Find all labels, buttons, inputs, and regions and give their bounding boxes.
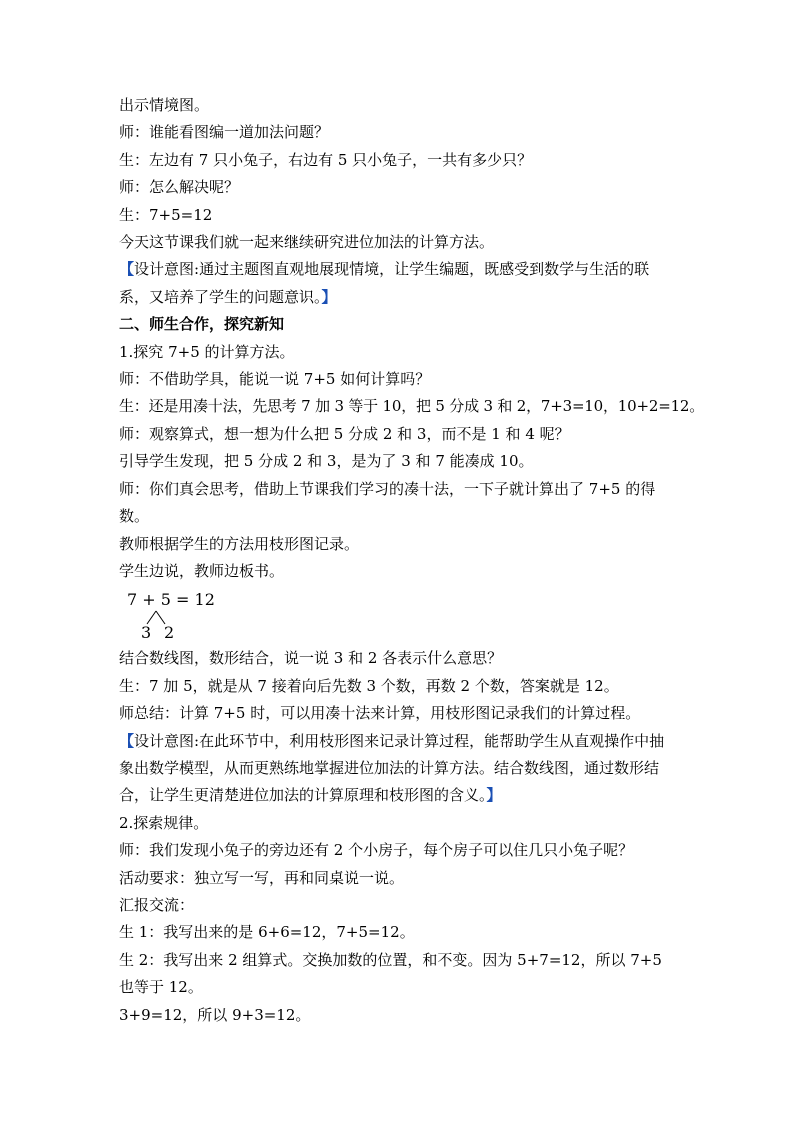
bracket-open: 【 [119,731,135,750]
text-line: 引导学生发现，把 5 分成 2 和 3，是为了 3 和 7 能凑成 10。 [119,452,534,471]
text-line: 汇报交流： [119,895,195,914]
bracket-close: 】 [486,786,502,805]
diagram-right-part: 2 [164,623,175,642]
text-line: 师：怎么解决呢？ [119,178,240,197]
text-paragraph: 生 2：我写出来 2 组算式。交换加数的位置，和不变。因为 5+7=12，所以 7+5 也等于 12。 [119,950,662,997]
text-line: 3+9=12，所以 9+3=12。 [119,1005,311,1024]
bracket-close: 】 [321,287,337,306]
document-content [119,92,705,1029]
design-intent-text: 设计意图:通过主题图直观地展现情境，让学生编题，既感受到数学与生活的联系，又培养了学生的问题意识。 [119,260,650,306]
text-line: 师：不借助学具，能说一说 7+5 如何计算吗？ [119,370,431,389]
design-intent-text: 设计意图:在此环节中，利用枝形图来记录计算过程，能帮助学生从直观操作中抽象出数学模型，从而更熟练地掌握进位加法的计算方法。结合数线图，通过数形结合，让学生更清楚进位加法的计算原理和枝形图的含义。 [119,731,665,805]
text-line: 生 1：我写出来的是 6+6=12，7+5=12。 [119,923,415,942]
bracket-open: 【 [119,260,135,279]
section-heading: 二、师生合作，探究新知 [119,315,285,334]
text-line: 师总结：计算 7+5 时，可以用凑十法来计算，用枝形图记录我们的计算过程。 [119,704,641,723]
text-line: 结合数线图，数形结合，说一说 3 和 2 各表示什么意思？ [119,649,503,668]
text-paragraph: 师：你们真会思考，借助上节课我们学习的凑十法，一下子就计算出了 7+5 的得数。 [119,479,656,526]
text-line: 出示情境图。 [119,96,210,114]
text-line: 生：还是用凑十法，先思考 7 加 3 等于 10，把 5 分成 3 和 2，7+3=10，10+2=12。 [119,397,705,416]
text-line: 生：7 加 5，就是从 7 接着向后先数 3 个数，再数 2 个数，答案就是 12。 [119,676,619,695]
design-intent-1 [119,256,679,311]
text-line: 师：我们发现小兔子的旁边还有 2 个小房子，每个房子可以住几只小兔子呢？ [119,841,634,860]
branch-diagram-svg [119,587,319,641]
text-line: 活动要求：独立写一写，再和同桌说一说。 [119,868,405,887]
diagram-left-part: 3 [141,623,152,642]
text-line: 生：左边有 7 只小兔子，右边有 5 只小兔子，一共有多少只？ [119,150,533,169]
diagram-equation: 7 + 5 = 12 [127,590,215,610]
branch-diagram [119,587,679,641]
text-line: 教师根据学生的方法用枝形图记录。 [119,534,360,553]
text-line: 今天这节课我们就一起来继续研究进位加法的计算方法。 [119,233,495,252]
design-intent-2 [119,728,679,810]
text-line: 学生边说，教师边板书。 [119,561,285,580]
text-line: 1.探究 7+5 的计算方法。 [119,342,295,361]
text-line: 师：观察算式，想一想为什么把 5 分成 2 和 3，而不是 1 和 4 呢？ [119,424,570,443]
text-line: 2.探索规律。 [119,813,209,832]
text-line: 师：谁能看图编一道加法问题？ [119,123,330,142]
text-line: 生：7+5=12 [119,205,213,224]
